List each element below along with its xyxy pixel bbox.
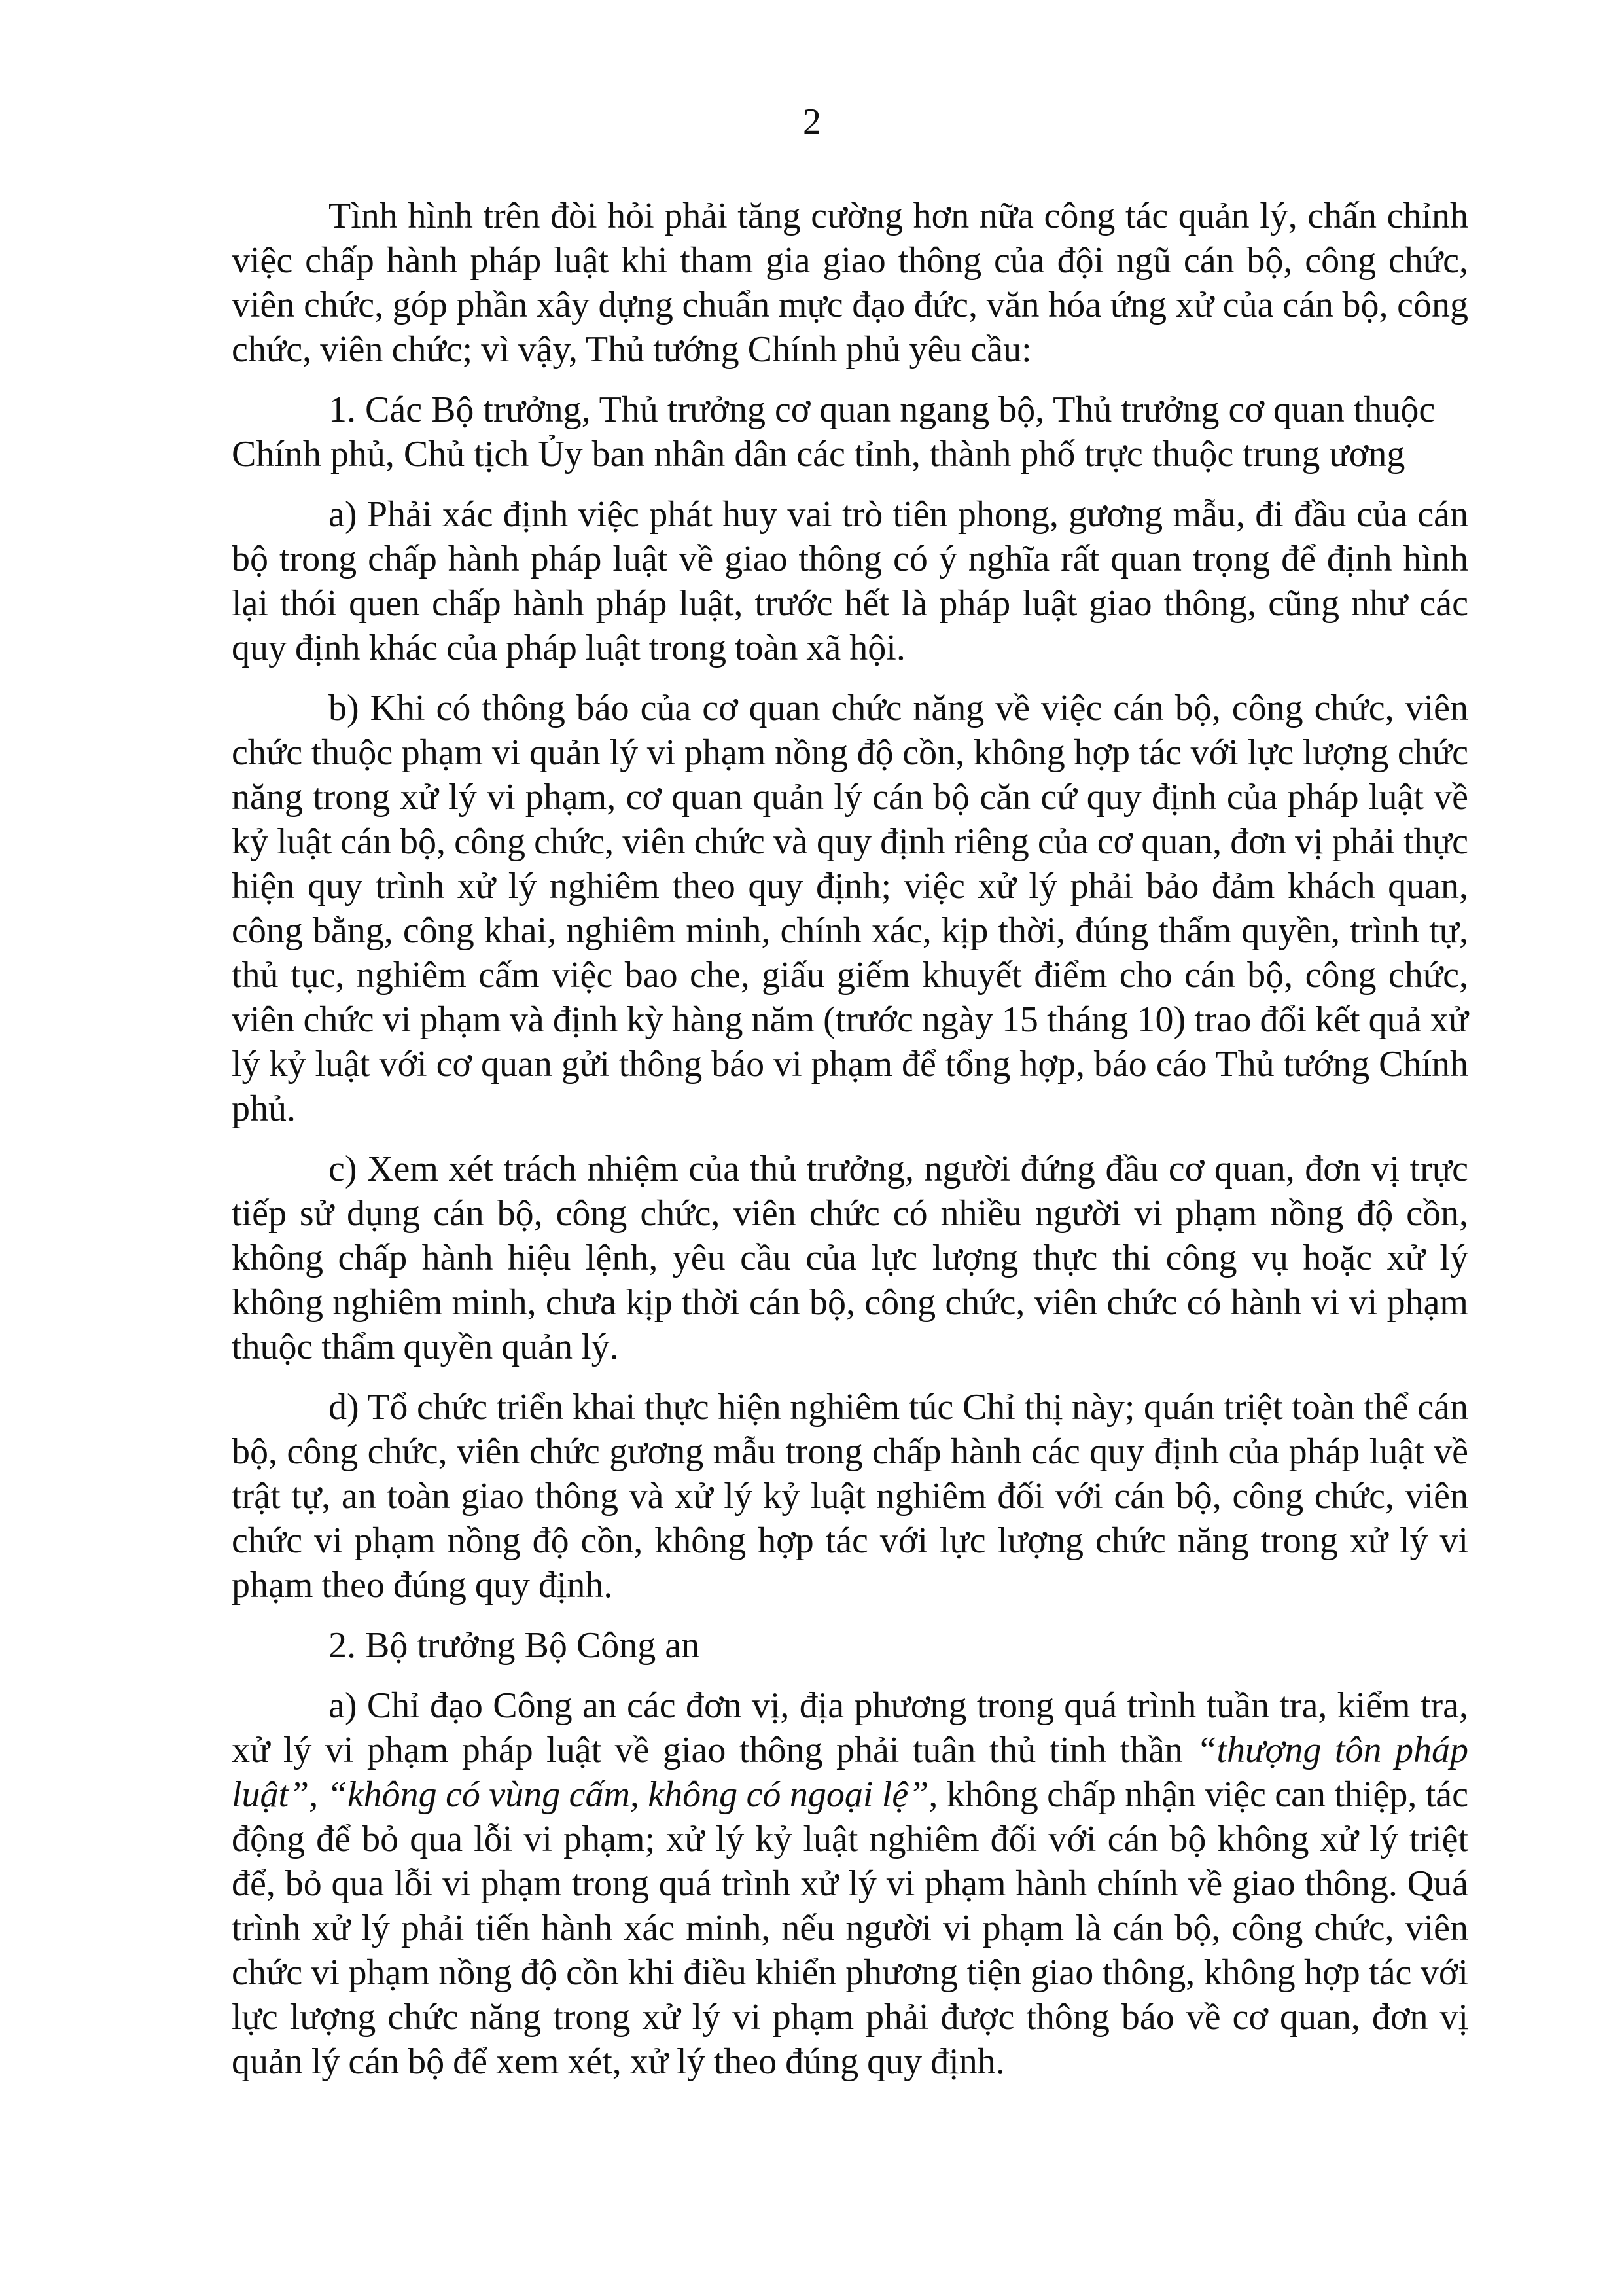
section-1-item-b: b) Khi có thông báo của cơ quan chức năng về việc cán bộ, công chức, viên chức thuộc phạm vi quản lý vi phạm nồng độ cồn, không hợp tác với lực lượng chức năng trong xử lý vi phạm, cơ quan quản lý cán bộ căn cứ quy định của pháp luật về kỷ luật cán bộ, công chức, viên chức và quy định riêng của cơ quan, đơn vị phải thực hiện quy trình xử lý nghiêm theo quy định; việc xử lý phải bảo đảm khách quan, công bằng, công khai, nghiêm minh, chính xác, kịp thời, đúng thẩm quyền, trình tự, thủ tục, nghiêm cấm việc bao che, giấu giếm khuyết điểm cho cán bộ, công chức, viên chức vi phạm và định kỳ hàng năm (trước ngày 15 tháng 10) trao đổi kết quả xử lý kỷ luật với cơ quan gửi thông báo vi phạm để tổng hợp, báo cáo Thủ tướng Chính phủ. [232, 688, 1468, 1129]
section-2-heading: 2. Bộ trưởng Bộ Công an [328, 1625, 700, 1666]
page-number: 2 [803, 101, 821, 142]
section-2-item-a [232, 1683, 1468, 2084]
section-1-heading: 1. Các Bộ trưởng, Thủ trưởng cơ quan ngang bộ, Thủ trưởng cơ quan thuộc Chính phủ, Chủ tịch Ủy ban nhân dân các tỉnh, thành phố trực thuộc trung ương [232, 389, 1436, 475]
document-body [232, 194, 1468, 2100]
section-1-item-c: c) Xem xét trách nhiệm của thủ trưởng, người đứng đầu cơ quan, đơn vị trực tiếp sử dụng cán bộ, công chức, viên chức có nhiều người vi phạm nồng độ cồn, không chấp hành hiệu lệnh, yêu cầu của lực lượng thực thi công vụ hoặc xử lý không nghiêm minh, chưa kịp thời cán bộ, công chức, viên chức có hành vi vi phạm thuộc thẩm quyền quản lý. [232, 1149, 1468, 1367]
section-2-item-a-text-2: , không chấp nhận việc can thiệp, tác động để bỏ qua lỗi vi phạm; xử lý kỷ luật nghiêm đối với cán bộ không xử lý triệt để, bỏ qua lỗi vi phạm trong quá trình xử lý vi phạm hành chính về giao thông. Quá trình xử lý phải tiến hành xác minh, nếu người vi phạm là cán bộ, công chức, viên chức vi phạm nồng độ cồn khi điều khiển phương tiện giao thông, không hợp tác với lực lượng chức năng trong xử lý vi phạm phải được thông báo về cơ quan, đơn vị quản lý cán bộ để xem xét, xử lý theo đúng quy định. [232, 1774, 1468, 2082]
intro-paragraph: Tình hình trên đòi hỏi phải tăng cường hơn nữa công tác quản lý, chấn chỉnh việc chấp hành pháp luật khi tham gia giao thông của đội ngũ cán bộ, công chức, viên chức, góp phần xây dựng chuẩn mực đạo đức, văn hóa ứng xử của cán bộ, công chức, viên chức; vì vậy, Thủ tướng Chính phủ yêu cầu: [232, 196, 1468, 370]
section-2-item-a-italic-quote: “thượng tôn pháp luật”, “không có vùng cấm, không có ngoại lệ” [232, 1730, 1468, 1815]
section-2-item-a-text-1: a) Chỉ đạo Công an các đơn vị, địa phương trong quá trình tuần tra, kiểm tra, xử lý vi phạm pháp luật về giao thông phải tuân thủ tinh thần [232, 1685, 1468, 1770]
section-1-item-d: d) Tổ chức triển khai thực hiện nghiêm túc Chỉ thị này; quán triệt toàn thể cán bộ, công chức, viên chức gương mẫu trong chấp hành các quy định của pháp luật về trật tự, an toàn giao thông và xử lý kỷ luật nghiêm đối với cán bộ, công chức, viên chức vi phạm nồng độ cồn, không hợp tác với lực lượng chức năng trong xử lý vi phạm theo đúng quy định. [232, 1387, 1468, 1605]
section-1-item-a: a) Phải xác định việc phát huy vai trò tiên phong, gương mẫu, đi đầu của cán bộ trong chấp hành pháp luật về giao thông có ý nghĩa rất quan trọng để định hình lại thói quen chấp hành pháp luật, trước hết là pháp luật giao thông, cũng như các quy định khác của pháp luật trong toàn xã hội. [232, 494, 1468, 668]
